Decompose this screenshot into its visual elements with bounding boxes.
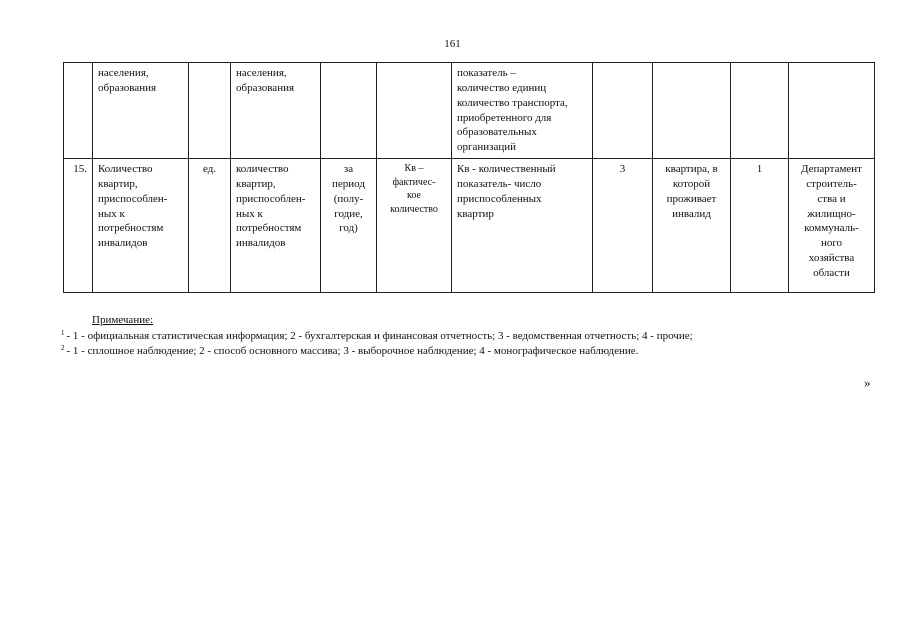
cell-period (321, 63, 377, 159)
table-body (64, 63, 875, 293)
cell-collection-method (731, 63, 789, 159)
cell-collection-method: 1 (731, 159, 789, 293)
cell-data-source: 3 (593, 159, 653, 293)
footnote-1-text: - 1 - официальная статистическая информация; 2 - бухгалтерская и финансовая отчетность; 3 - ведомственная отчетность; 4 - прочие; (66, 330, 693, 342)
cell-definition: населения, образования (231, 63, 321, 159)
cell-formula (377, 63, 452, 159)
cell-calculation-method: показатель – количество единиц количество транспорта, приобретенного для образовательных организаций (452, 63, 593, 159)
footnote-1-marker: 1 (61, 329, 65, 337)
closing-quote: » (864, 375, 871, 390)
footnote-2 (61, 344, 638, 357)
notes-title: Примечание: (92, 314, 154, 326)
cell-number: 15. (64, 159, 93, 293)
cell-unit (189, 63, 231, 159)
cell-collection-basis: квартира, в которой проживает инвалид (653, 159, 731, 293)
cell-formula: Кв – фактичес- кое количество (377, 159, 452, 293)
cell-unit: ед. (189, 159, 231, 293)
indicator-table (63, 62, 875, 293)
cell-indicator-name: Количество квартир, приспособлен- ных к потребностям инвалидов (93, 159, 189, 293)
footnote-2-marker: 2 (61, 344, 65, 352)
cell-responsible (789, 63, 875, 159)
cell-number (64, 63, 93, 159)
cell-indicator-name: населения, образования (93, 63, 189, 159)
cell-data-source (593, 63, 653, 159)
cell-responsible: Департамент строитель- ства и жилищно- коммуналь- ного хозяйства области (789, 159, 875, 293)
page-number: 161 (444, 38, 461, 50)
cell-calculation-method: Кв - количественный показатель- число приспособленных квартир (452, 159, 593, 293)
cell-definition: количество квартир, приспособлен- ных к потребностям инвалидов (231, 159, 321, 293)
cell-period: за период (полу- годие, год) (321, 159, 377, 293)
table-row (64, 63, 875, 159)
table-row (64, 159, 875, 293)
footnote-2-text: - 1 - сплошное наблюдение; 2 - способ основного массива; 3 - выборочное наблюдение; 4 - монографическое наблюдение. (66, 345, 639, 357)
footnote-1 (61, 329, 693, 342)
cell-collection-basis (653, 63, 731, 159)
